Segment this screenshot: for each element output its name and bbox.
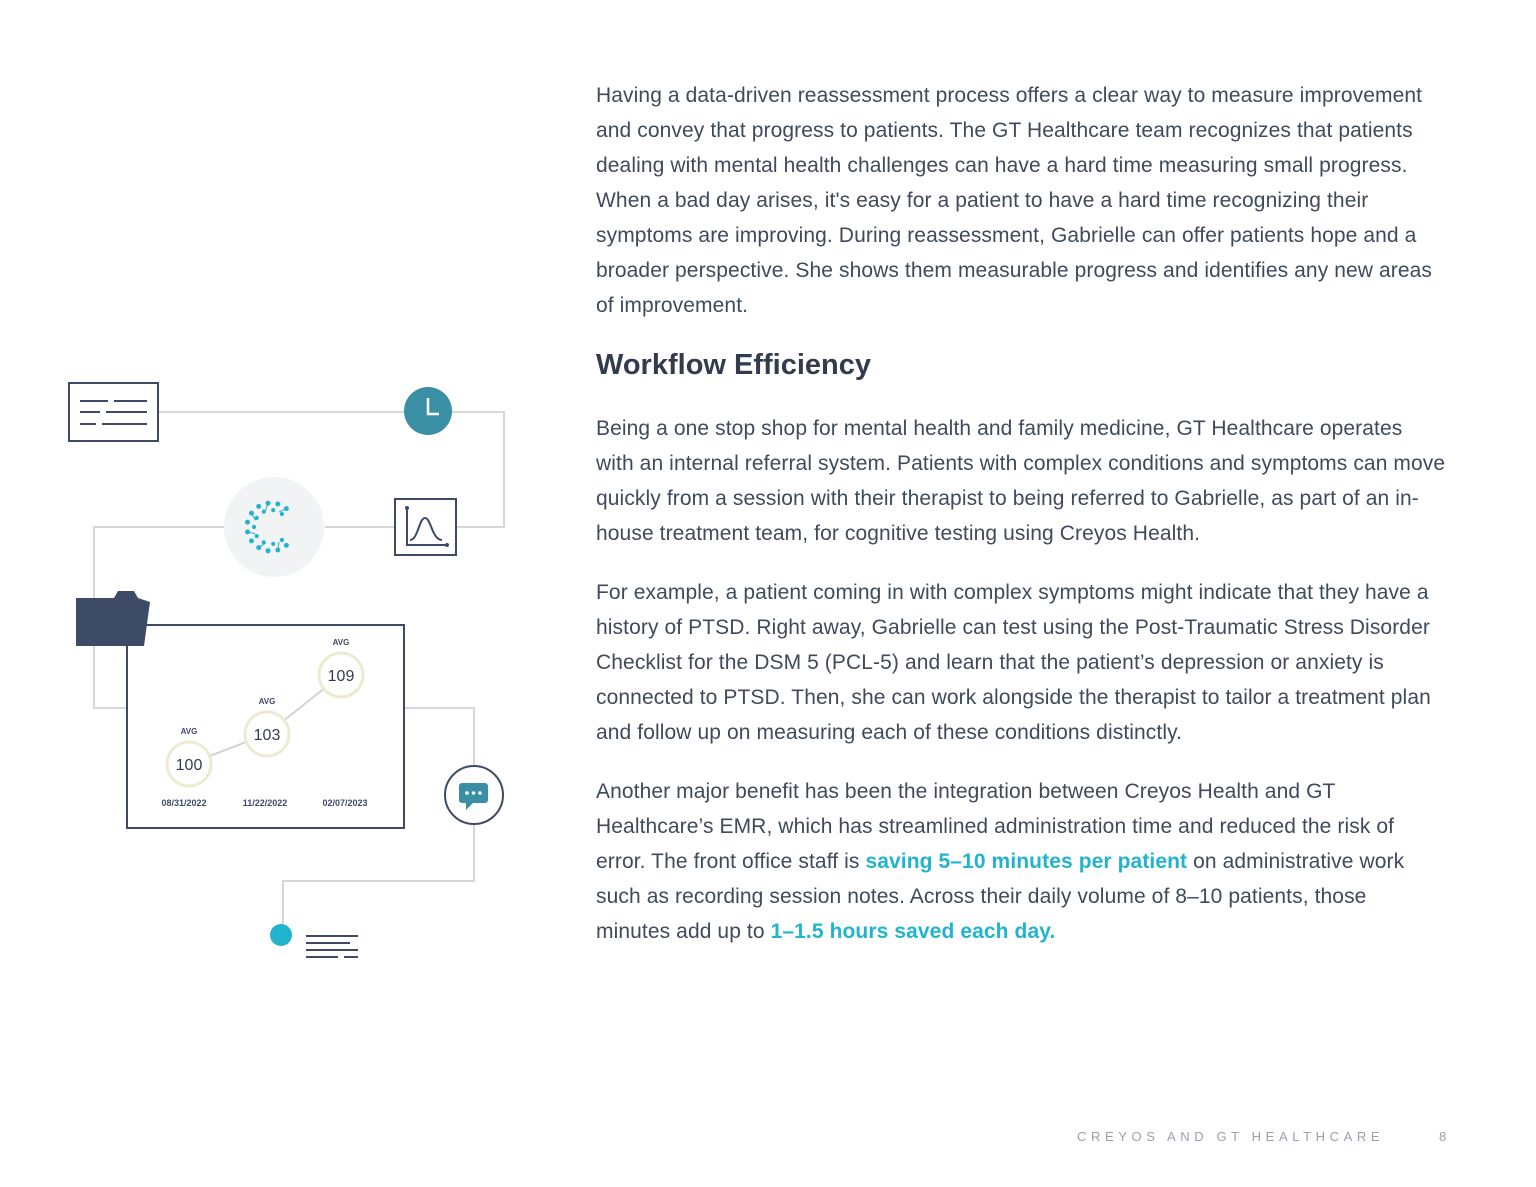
section-heading: Workflow Efficiency <box>596 349 872 381</box>
logo-dot <box>280 512 283 515</box>
logo-dot <box>272 542 275 545</box>
example-paragraph: For example, a patient coming in with complex symptoms might indicate that they have a history of PTSD. Right away, Gabrielle can test using the Post-Traumatic Stress Disorder Checklist for the DSM 5 (PCL-5) and learn that the patient’s depression or anxiety is connected to PTSD. Then, she can work alongside the therapist to tailor a treatment plan and follow up on measuring each of these conditions distinctly. <box>596 581 1431 744</box>
logo-dot <box>272 509 275 512</box>
folder-icon <box>76 591 150 646</box>
logo-dot <box>255 516 258 519</box>
highlight-hours: 1–1.5 hours saved each day. <box>770 920 1056 943</box>
highlight-minutes: saving 5–10 minutes per patient <box>865 850 1188 873</box>
logo-dot <box>280 538 283 541</box>
document-lines-icon <box>69 383 158 441</box>
article-body <box>596 78 1446 973</box>
logo-dot <box>284 543 288 547</box>
chart-icon <box>395 499 456 555</box>
logo-dot <box>262 541 265 544</box>
score-value-2: 103 <box>253 727 281 744</box>
page-number: 8 <box>1439 1129 1447 1144</box>
logo-dot <box>262 510 265 513</box>
progress-card <box>127 625 404 828</box>
benefit-paragraph <box>596 774 1446 949</box>
logo-dot <box>255 535 258 538</box>
date-label-3: 02/07/2023 <box>322 798 368 808</box>
referral-paragraph: Being a one stop shop for mental health and family medicine, GT Healthcare operates with an internal referral system. Patients with complex conditions and symptoms can move quickly from a session with their therapist to being referred to Gabrielle, as part of an in-house treatment team, for cognitive testing using Creyos Health. <box>596 417 1446 545</box>
avg-label-2: AVG <box>258 697 276 706</box>
logo-dot <box>250 539 254 543</box>
score-value-1: 100 <box>175 757 203 774</box>
logo-dot <box>276 502 280 506</box>
status-dot-icon <box>270 924 292 946</box>
chat-icon <box>445 766 503 824</box>
score-value-3: 109 <box>327 668 355 685</box>
workflow-illustration <box>0 0 560 1187</box>
benefit-text-1: Another major benefit has been the integration between Creyos Health and GT Healthcare’s EMR, which has streamlined administration time and reduced the risk of error. The front office staff is <box>596 780 1395 873</box>
benefit-text-2: on administrative work such as recording session notes. Across their daily volume of 8–10 patients, those minutes add up to <box>596 850 1405 943</box>
notes-icon <box>306 936 358 957</box>
intro-paragraph: Having a data-driven reassessment process offers a clear way to measure improvement and convey that progress to patients. The GT Healthcare team recognizes that patients dealing with mental health challenges can have a hard time measuring small progress. When a bad day arises, it's easy for a patient to have a hard time recognizing their symptoms are improving. During reassessment, Gabrielle can offer patients hope and a broader perspective. She shows them measurable progress and identifies any new areas of improvement. <box>596 84 1433 317</box>
date-label-1: 08/31/2022 <box>161 798 207 808</box>
avg-label-1: AVG <box>180 727 198 736</box>
date-label-2: 11/22/2022 <box>242 798 288 808</box>
logo-dot <box>252 525 255 528</box>
creyos-logo-icon <box>224 477 324 577</box>
footer-label: CREYOS AND GT HEALTHCARE <box>1077 1129 1385 1144</box>
logo-dot <box>266 549 270 553</box>
clock-icon <box>404 387 452 435</box>
avg-label-3: AVG <box>332 638 350 647</box>
logo-dot <box>246 520 250 524</box>
logo-dot <box>257 504 261 508</box>
